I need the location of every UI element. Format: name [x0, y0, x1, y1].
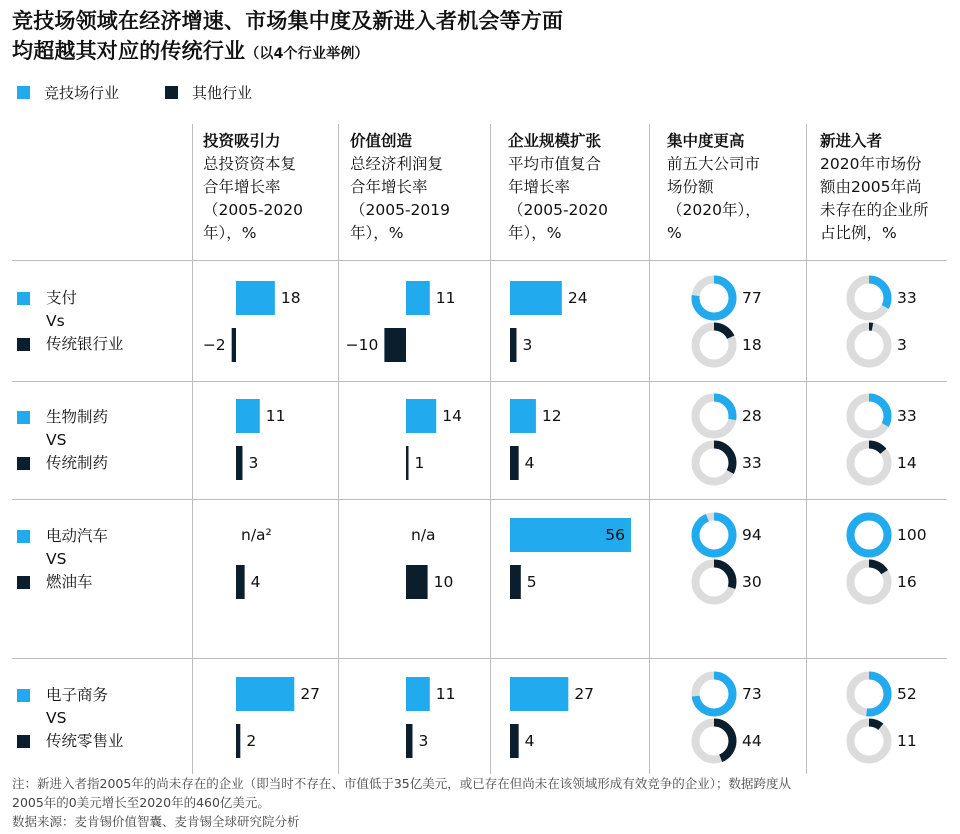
bar-scale: [510, 446, 519, 480]
row-label-other: 传统银行业: [46, 335, 124, 353]
bar-value-label: −2: [202, 336, 226, 354]
column-subline: 年），%: [508, 224, 562, 242]
ring-value-label: 30: [742, 573, 762, 591]
bar-value-label: 4: [524, 454, 535, 472]
bar-value-label: 3: [248, 454, 259, 472]
ring-value-label: 100: [897, 526, 927, 544]
bar-value-label: 24: [567, 289, 588, 307]
row-label-other: 传统零售业: [46, 732, 124, 750]
ring-value-label: 33: [897, 289, 917, 307]
row-label-arena: 支付: [46, 289, 78, 307]
bar-value-label: 11: [435, 289, 456, 307]
ring-value-label: 28: [742, 407, 762, 425]
bar-value-label: 2: [246, 732, 257, 750]
bar-value-label: 14: [442, 407, 462, 425]
column-heading: 价值创造: [350, 132, 413, 150]
column-subline: 年），%: [350, 224, 404, 242]
bar-value-label: 11: [265, 407, 286, 425]
column-subline: %: [667, 224, 682, 242]
title-line-1: 竞技场领域在经济增速、市场集中度及新进入者机会等方面: [12, 9, 564, 33]
bar-investment: [236, 677, 294, 711]
row-label-vs: VS: [46, 431, 67, 449]
column-subline: （2005-2020: [203, 201, 303, 219]
footnote-line: 2005年的0美元增长至2020年的460亿美元。: [12, 795, 270, 810]
bar-value_creation: [406, 446, 409, 480]
ring-value-label: 44: [742, 732, 762, 750]
bar-value_creation: [384, 328, 406, 362]
bar-scale: [510, 328, 516, 362]
ring-value-label: 16: [897, 573, 917, 591]
column-subline: 总经济利润复: [350, 155, 444, 173]
row-label-arena: 生物制药: [46, 408, 109, 426]
ring-value-label: 33: [742, 454, 762, 472]
ring-value-label: 94: [742, 526, 762, 544]
ring-track-new_entrants: [851, 723, 888, 760]
bar-value-label: 56: [605, 526, 625, 544]
column-subline: （2020年），: [667, 201, 761, 219]
column-subline: 2020年市场份: [820, 155, 922, 173]
bar-value-label: −10: [345, 336, 379, 354]
ring-value-label: 33: [897, 407, 917, 425]
bar-value_creation: [406, 565, 428, 599]
ring-value-label: 18: [742, 336, 762, 354]
column-subline: 占比例，%: [820, 224, 897, 242]
column-subline: （2005-2020: [508, 201, 608, 219]
legend-label-other: 其他行业: [192, 84, 253, 102]
bar-value-label: 1: [414, 454, 425, 472]
bar-value-label: 10: [433, 573, 454, 591]
row-label-arena: 电动汽车: [46, 527, 109, 545]
ring-arc-new_entrants: [851, 517, 888, 554]
column-subline: 前五大公司市: [667, 155, 761, 173]
ring-track-new_entrants: [851, 327, 888, 364]
bar-value-label: 27: [574, 685, 595, 703]
bar-value-label: 4: [250, 573, 261, 591]
row-label-arena: 电子商务: [46, 686, 109, 704]
legend-label-arena: 竞技场行业: [44, 84, 120, 102]
bar-value-label: 18: [280, 289, 301, 307]
row-label-vs: VS: [46, 550, 67, 568]
column-heading: 投资吸引力: [203, 132, 281, 150]
ring-value-label: 3: [897, 336, 907, 354]
bar-value-label: 4: [524, 732, 535, 750]
ring-value-label: 73: [742, 685, 762, 703]
bar-value-label: 27: [300, 685, 321, 703]
column-subline: （2005-2019: [350, 201, 450, 219]
bar-scale: [510, 399, 536, 433]
column-heading: 新进入者: [820, 132, 883, 150]
column-heading: 集中度更高: [667, 132, 745, 150]
na-label: n/a: [411, 526, 436, 544]
bar-investment: [232, 328, 236, 362]
ring-value-label: 77: [742, 289, 762, 307]
column-heading: 企业规模扩张: [508, 132, 602, 150]
source-line: 数据来源：麦肯锡价值智囊、麦肯锡全球研究院分析: [12, 814, 300, 829]
column-subline: 年增长率: [508, 178, 571, 196]
bar-investment: [236, 565, 245, 599]
bar-value-label: 12: [541, 407, 562, 425]
bar-value-label: 11: [435, 685, 456, 703]
column-subline: 总投资资本复: [203, 155, 297, 173]
footnote-line: 注：新进入者指2005年的尚未存在的企业（即当时不存在、市值低于35亿美元，或已存在但尚未在该领域形成有效竞争的企业）；数据跨度从: [12, 776, 791, 791]
column-subline: 平均市值复合: [508, 155, 602, 173]
row-label-other: 传统制药: [46, 454, 109, 472]
ring-value-label: 14: [897, 454, 917, 472]
bar-scale: [510, 281, 562, 315]
bar-value_creation: [406, 724, 412, 758]
bar-scale: [510, 724, 519, 758]
bar-investment: [236, 281, 275, 315]
bar-value_creation: [406, 281, 430, 315]
footnote: [12, 774, 948, 831]
bar-scale: [510, 565, 521, 599]
ring-value-label: 11: [897, 732, 917, 750]
bar-scale: [510, 677, 568, 711]
column-subline: 未存在的企业所: [820, 201, 929, 219]
na-label: n/a²: [241, 526, 272, 544]
row-label-vs: VS: [46, 709, 67, 727]
bar-value_creation: [406, 677, 430, 711]
row-label-other: 燃油车: [46, 573, 93, 591]
bar-investment: [236, 446, 242, 480]
bar-value-label: 5: [526, 573, 537, 591]
ring-arc-concentration: [696, 517, 733, 554]
bar-investment: [236, 724, 240, 758]
column-subline: 合年增长率: [203, 178, 281, 196]
bar-investment: [236, 399, 260, 433]
title-subtitle: （以4个行业举例）: [245, 46, 369, 62]
column-subline: 额由2005年尚: [820, 178, 922, 196]
title-line-2-main: 均超越其对应的传统行业: [12, 39, 246, 63]
row-label-vs: Vs: [46, 312, 65, 330]
column-subline: 场份额: [667, 178, 714, 196]
column-subline: 合年增长率: [350, 178, 428, 196]
column-subline: 年），%: [203, 224, 257, 242]
bar-value-label: 3: [418, 732, 429, 750]
bar-value_creation: [406, 399, 436, 433]
bar-value-label: 3: [522, 336, 533, 354]
ring-value-label: 52: [897, 685, 917, 703]
